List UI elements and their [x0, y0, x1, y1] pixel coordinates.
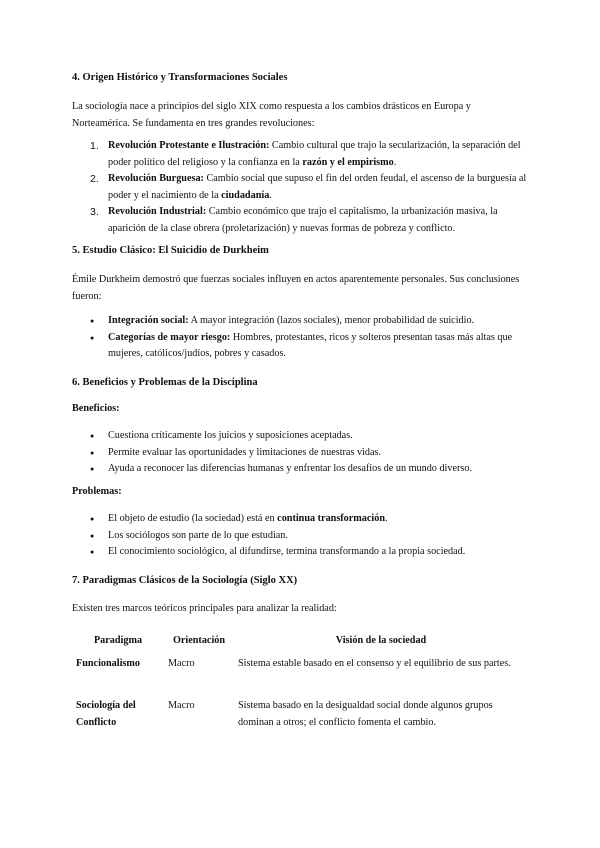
benefits-list: [72, 428, 528, 478]
section-4-intro: La sociología nace a principios del siglo XIX como respuesta a los cambios drásticos en Europa y Norteamérica. Se fundamenta en tres grandes revoluciones:: [72, 101, 471, 129]
problems-label: Problemas:: [72, 486, 122, 497]
list-item: ● El objeto de estudio (la sociedad) está en continua transformación.: [72, 511, 528, 528]
list-item: ● Categorías de mayor riesgo: Hombres, protestantes, ricos y solteros presentan tasas más altas que mujeres, católicos/judíos, pobres y casados.: [72, 330, 528, 363]
paradigm-vision: Sistema basado en la desigualdad social donde algunos grupos dominan a otros; el conflicto fomenta el cambio.: [238, 700, 493, 728]
benefits-label: Beneficios:: [72, 403, 120, 414]
list-item: 1. Revolución Protestante e Ilustración: Cambio cultural que trajo la secularización, la separación del poder político del religioso y la confianza en la razón y el empirismo.: [90, 140, 521, 168]
list-item: 3. Revolución Industrial: Cambio económico que trajo el capitalismo, la urbanización masiva, la aparición de la clase obrera (proletarización) y nuevas formas de pobreza y conflicto.: [90, 206, 498, 234]
table-row: [72, 652, 528, 694]
table-header-row: [72, 628, 528, 652]
section-5-intro: Émile Durkheim demostró que fuerzas sociales influyen en actos aparentemente personales. Sus conclusiones fueron:: [72, 274, 520, 302]
section-4-heading: 4. Origen Histórico y Transformaciones Sociales: [72, 72, 288, 83]
list-item: ● Cuestiona críticamente los juicios y suposiciones aceptadas.: [72, 428, 528, 445]
list-item: ● Permite evaluar las oportunidades y limitaciones de nuestras vidas.: [72, 445, 528, 462]
list-item: ● Los sociólogos son parte de lo que estudian.: [72, 528, 528, 545]
durkheim-list: [72, 313, 528, 363]
column-header: Visión de la sociedad: [335, 634, 427, 646]
list-item: ● Ayuda a reconocer las diferencias humanas y enfrentar los desafíos de un mundo diverso.: [72, 461, 528, 478]
list-item: 2. Revolución Burguesa: Cambio social que supuso el fin del orden feudal, el ascenso de la burguesía al poder y el nacimiento de la ciudadanía.: [90, 173, 527, 201]
column-header: Paradigma: [93, 634, 143, 646]
section-5-heading: 5. Estudio Clásico: El Suicidio de Durkheim: [72, 245, 269, 256]
problems-list: [72, 511, 528, 561]
paradigm-orientation: Macro: [168, 700, 195, 711]
section-7-intro: Existen tres marcos teóricos principales para analizar la realidad:: [72, 603, 337, 614]
table-row: [72, 694, 528, 731]
revolutions-list: [72, 138, 528, 237]
paradigm-orientation: Macro: [168, 658, 195, 669]
section-6-heading: 6. Beneficios y Problemas de la Disciplina: [72, 377, 258, 388]
paradigm-vision: Sistema estable basado en el consenso y el equilibrio de sus partes.: [238, 658, 511, 669]
section-7-heading: 7. Paradigmas Clásicos de la Sociología (Siglo XX): [72, 575, 298, 586]
column-header: Orientación: [172, 634, 226, 646]
list-item: ● El conocimiento sociológico, al difundirse, termina transformando a la propia sociedad.: [72, 544, 528, 561]
list-item: ● Integración social: A mayor integración (lazos sociales), menor probabilidad de suicidio.: [72, 313, 528, 330]
paradigms-table: [72, 628, 528, 731]
paradigm-name: Funcionalismo: [76, 658, 140, 669]
paradigm-name: Sociología del Conflicto: [76, 700, 136, 728]
